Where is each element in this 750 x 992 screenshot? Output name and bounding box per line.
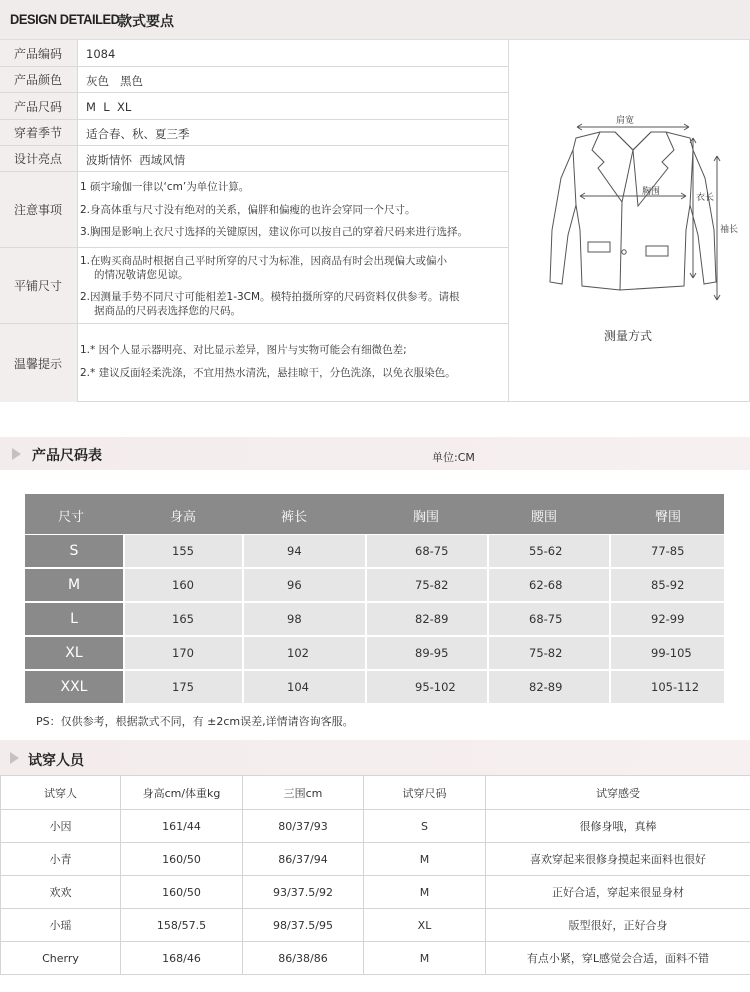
size-cell: 170 [125,637,242,669]
trial-cell: 93/37.5/92 [243,876,364,909]
size-cell: 94 [244,535,365,567]
triangle-icon [12,448,21,460]
trial-cell: 161/44 [121,810,243,843]
design-detail-title-zh: 款式要点 [118,14,174,30]
detail-divider [508,40,509,402]
size-row [25,602,724,635]
size-cell: 160 [125,569,242,601]
detail-label: 平铺尺寸 [0,248,78,323]
jacket-measurement-diagram [520,110,745,310]
triangle-icon [10,752,19,764]
trial-cell: 喜欢穿起来很修身摸起来面料也很好 [486,843,750,876]
trial-cell: 86/37/94 [243,843,364,876]
size-cell: 82-89 [367,603,487,635]
size-col-header: 腰围 [531,510,558,525]
size-ps-note: PS：仅供参考，根据款式不同，有 ±2cm误差,详情请咨询客服。 [36,715,354,728]
size-col-header: 尺寸 [58,510,85,525]
trial-col-header: 身高cm/体重kg [121,776,243,810]
note-line: 1.* 因个人显示器明亮、对比显示差异，图片与实物可能会有细微色差; [80,344,407,356]
size-cell: 89-95 [367,637,487,669]
trial-title: 试穿人员 [28,753,84,769]
trial-cell: S [364,810,486,843]
size-cell: 75-82 [367,569,487,601]
detail-label: 温馨提示 [0,324,78,402]
size-cell: 85-92 [611,569,724,601]
size-cell: 175 [125,671,242,703]
size-label-cell: L [25,603,123,635]
note-line: 的情况敬请您见谅。 [94,269,189,281]
size-cell: 92-99 [611,603,724,635]
size-cell: 96 [244,569,365,601]
note-line: 3.胸围是影响上衣尺寸选择的关键原因，建议你可以按自己的穿着尺码来进行选择。 [80,226,469,238]
trial-cell: 有点小紧，穿L感觉会合适，面料不错 [486,942,750,975]
trial-cell: 版型很好，正好合身 [486,909,750,942]
sleeve-label: 袖长 [720,225,739,235]
size-label-cell: S [25,535,123,567]
trial-col-header: 试穿尺码 [364,776,486,810]
size-col-header: 裤长 [281,510,308,525]
trial-cell: 168/46 [121,942,243,975]
size-cell: 55-62 [489,535,609,567]
size-col-header: 胸围 [413,510,440,525]
detail-row-flat-size [0,248,508,324]
size-cell: 99-105 [611,637,724,669]
detail-row-color [0,67,508,93]
size-row [25,568,724,601]
trial-cell: M [364,876,486,909]
trial-col-header: 三围cm [243,776,364,810]
trial-row [1,843,750,876]
size-cell: 165 [125,603,242,635]
shoulder-label: 肩宽 [616,116,635,126]
size-row [25,670,724,703]
detail-label: 穿着季节 [0,120,78,145]
trial-col-header: 试穿人 [1,776,121,810]
size-cell: 68-75 [367,535,487,567]
trial-cell: 160/50 [121,876,243,909]
detail-label: 产品编码 [0,40,78,66]
trial-cell: 小青 [1,843,121,876]
trial-row [1,810,750,843]
note-line: 1.在购买商品时根据自己平时所穿的尺寸为标准，因商品有时会出现偏大或偏小 [80,255,448,267]
size-label-cell: XL [25,637,123,669]
size-chart-title: 产品尺码表 [32,448,102,464]
design-detail-header [0,0,750,40]
detail-value: 灰色 黑色 [86,74,143,88]
trial-cell: 158/57.5 [121,909,243,942]
trial-row [1,876,750,909]
trial-cell: Cherry [1,942,121,975]
detail-row-code [0,40,508,67]
size-row [25,534,724,567]
size-chart-unit: 单位:CM [432,451,475,464]
note-line: 据商品的尺码表选择您的尺码。 [94,305,241,317]
size-cell: 75-82 [489,637,609,669]
size-chart-header [0,437,750,470]
note-line: 2.身高体重与尺寸没有绝对的关系，偏胖和偏瘦的也许会穿同一个尺寸。 [80,204,416,216]
size-cell: 82-89 [489,671,609,703]
detail-label: 注意事项 [0,172,78,247]
trial-table [0,775,750,975]
size-label-cell: XXL [25,671,123,703]
size-cell: 102 [244,637,365,669]
note-line: 1 硕宇瑜伽一律以‘cm’为单位计算。 [80,181,250,193]
trial-header [0,740,750,776]
detail-label: 产品尺码 [0,93,78,119]
design-detail-title-en: DESIGN DETAILED [10,11,120,27]
detail-label: 设计亮点 [0,146,78,171]
length-label: 衣长 [696,193,715,203]
trial-row [1,942,750,975]
size-col-header: 身高 [170,510,197,525]
size-col-header: 臀围 [655,510,682,525]
trial-cell: 小瑶 [1,909,121,942]
size-cell: 98 [244,603,365,635]
trial-cell: 小因 [1,810,121,843]
size-row [25,636,724,669]
size-cell: 77-85 [611,535,724,567]
trial-col-header: 试穿感受 [486,776,750,810]
trial-cell: 86/38/86 [243,942,364,975]
trial-cell: 80/37/93 [243,810,364,843]
detail-value: M L XL [86,100,132,114]
size-cell: 105-112 [611,671,724,703]
chest-label: 胸围 [642,187,661,197]
trial-cell: 160/50 [121,843,243,876]
size-cell: 155 [125,535,242,567]
measurement-caption: 测量方式 [604,329,653,343]
detail-value: 波斯情怀 西域风情 [86,153,186,167]
trial-cell: 98/37.5/95 [243,909,364,942]
detail-row-highlight [0,146,508,172]
trial-cell: M [364,843,486,876]
size-chart-header-row [25,494,724,534]
trial-cell: 正好合适，穿起来很显身材 [486,876,750,909]
trial-header-row [1,776,750,810]
detail-row-size [0,93,508,120]
size-cell: 95-102 [367,671,487,703]
detail-label: 产品颜色 [0,67,78,92]
note-line: 2.因测量手势不同尺寸可能相差1-3CM。模特拍摄所穿的尺码资料仅供参考。请根 [80,291,460,303]
size-label-cell: M [25,569,123,601]
trial-row [1,909,750,942]
detail-value: 1084 [86,47,116,61]
detail-row-tips [0,324,508,402]
detail-row-notes [0,172,508,248]
note-line: 2.* 建议反面轻柔洗涤，不宜用热水清洗，悬挂晾干，分色洗涤，以免衣服染色。 [80,367,456,379]
detail-row-season [0,120,508,146]
size-cell: 68-75 [489,603,609,635]
trial-cell: 欢欢 [1,876,121,909]
size-cell: 62-68 [489,569,609,601]
detail-value: 适合春、秋、夏三季 [86,127,190,141]
trial-cell: 很修身哦，真棒 [486,810,750,843]
trial-cell: XL [364,909,486,942]
trial-cell: M [364,942,486,975]
size-cell: 104 [244,671,365,703]
